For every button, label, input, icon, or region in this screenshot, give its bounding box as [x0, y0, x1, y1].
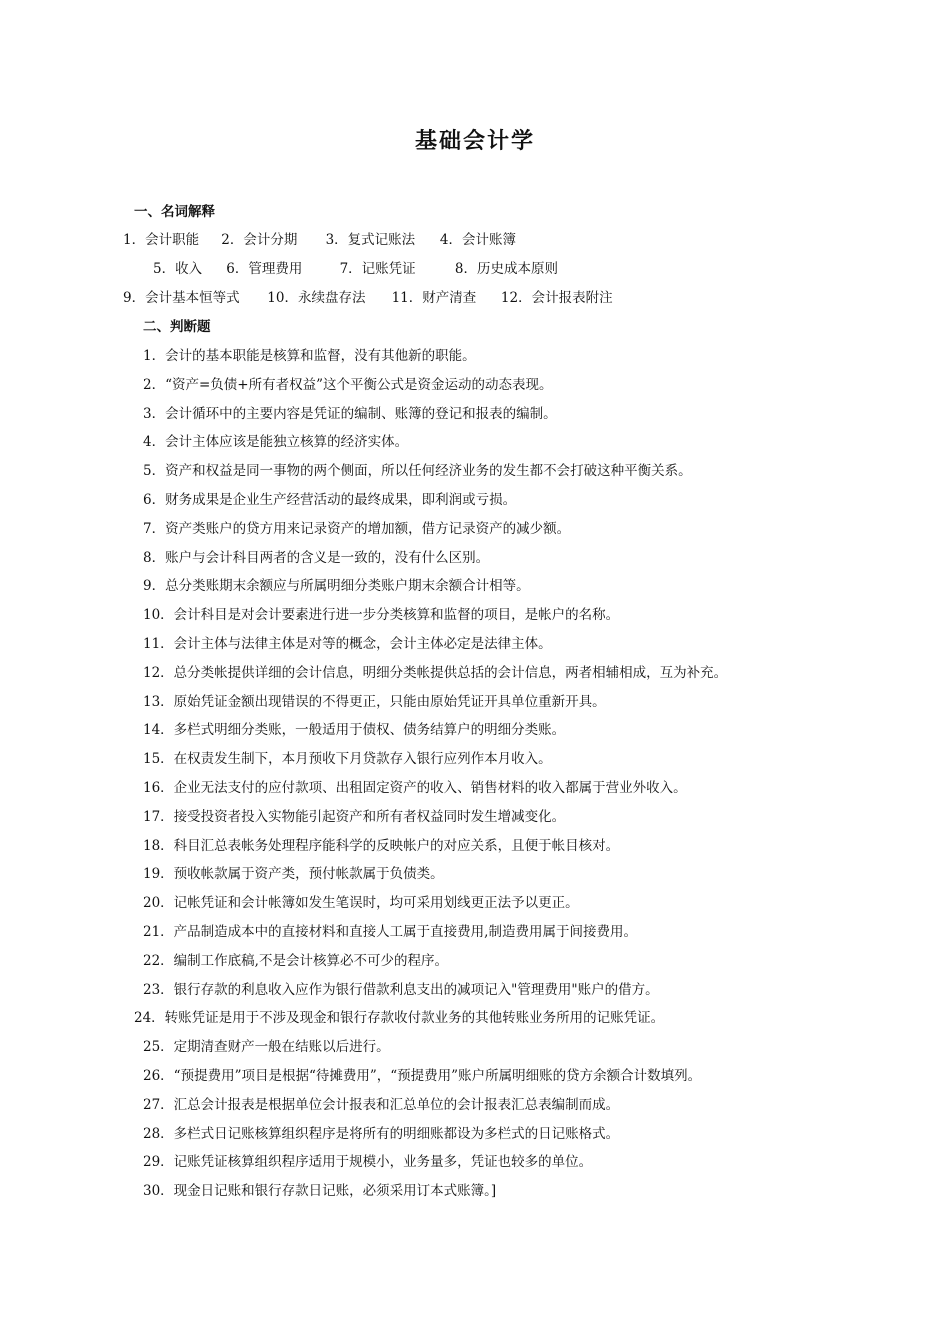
question-item: 13．原始凭证金额出现错误的不得更正，只能由原始凭证开具单位重新开具。 — [143, 693, 606, 710]
question-item: 4．会计主体应该是能独立核算的经济实体。 — [143, 434, 409, 451]
question-item: 25．定期清查财产一般在结账以后进行。 — [143, 1039, 390, 1056]
question-item: 12．总分类帐提供详细的会计信息，明细分类帐提供总括的会计信息，两者相辅相成，互为补充。 — [143, 664, 728, 681]
question-item: 6．财务成果是企业生产经营活动的最终成果，即利润或亏损。 — [143, 492, 517, 508]
question-item: 15．在权责发生制下，本月预收下月贷款存入银行应列作本月收入。 — [143, 751, 552, 768]
question-item: 23．银行存款的利息收入应作为银行借款利息支出的减项记入"管理费用"账户的借方。 — [143, 981, 659, 998]
question-item: 9．总分类账期末余额应与所属明细分类账户期末余额合计相等。 — [143, 578, 530, 595]
term-item: 11．财产清查 — [391, 290, 477, 306]
terms-row-2 — [153, 259, 558, 279]
terms-row-3 — [123, 288, 613, 308]
question-item: 18．科目汇总表帐务处理程序能科学的反映帐户的对应关系，且便于帐目核对。 — [143, 837, 620, 854]
question-item: 3．会计循环中的主要内容是凭证的编制、账簿的登记和报表的编制。 — [143, 405, 557, 422]
term-item: 9．会计基本恒等式 — [123, 290, 240, 306]
question-item: 22．编制工作底稿,不是会计核算必不可少的程序。 — [143, 952, 448, 969]
question-item: 27．汇总会计报表是根据单位会计报表和汇总单位的会计报表汇总表编制而成。 — [143, 1096, 620, 1113]
question-item: 14．多栏式明细分类账，一般适用于债权、债务结算户的明细分类账。 — [143, 722, 566, 739]
question-item: 10．会计科目是对会计要素进行进一步分类核算和监督的项目，是帐户的名称。 — [143, 607, 620, 624]
term-item: 5．收入 — [153, 261, 203, 277]
terms-row-1 — [123, 230, 516, 250]
term-item: 3．复式记账法 — [325, 232, 416, 248]
section-heading-true-false: 二、判断题 — [143, 319, 211, 335]
term-item: 4．会计账簿 — [439, 232, 516, 248]
question-item: 29．记账凭证核算组织程序适用于规模小，业务量多，凭证也较多的单位。 — [143, 1154, 593, 1171]
section-heading-terms: 一、名词解释 — [134, 204, 215, 220]
question-item: 5．资产和权益是同一事物的两个侧面，所以任何经济业务的发生都不会打破这种平衡关系。 — [143, 463, 692, 480]
term-item: 8．历史成本原则 — [454, 261, 558, 277]
term-item: 10．永续盘存法 — [267, 290, 366, 306]
term-item: 7．记账凭证 — [339, 261, 416, 277]
term-item: 1．会计职能 — [123, 232, 200, 248]
question-item: 17．接受投资者投入实物能引起资产和所有者权益同时发生增减变化。 — [143, 808, 566, 825]
question-item: 8．账户与会计科目两者的含义是一致的，没有什么区别。 — [143, 549, 490, 566]
question-item: 16．企业无法支付的应付款项、出租固定资产的收入、销售材料的收入都属于营业外收入。 — [143, 780, 687, 796]
question-item: 20．记帐凭证和会计帐簿如发生笔误时，均可采用划线更正法予以更正。 — [143, 895, 579, 912]
question-item: 1．会计的基本职能是核算和监督，没有其他新的职能。 — [143, 348, 476, 364]
question-item: 21．产品制造成本中的直接材料和直接人工属于直接费用,制造费用属于间接费用。 — [143, 924, 637, 940]
question-item: 7．资产类账户的贷方用来记录资产的增加额，借方记录资产的减少额。 — [143, 520, 571, 537]
question-item: 30．现金日记账和银行存款日记账，必须采用订本式账簿。] — [143, 1183, 497, 1200]
question-item: 11．会计主体与法律主体是对等的概念，会计主体必定是法律主体。 — [143, 636, 552, 652]
term-item: 6．管理费用 — [226, 261, 303, 277]
question-item: 2．“资产=负债+所有者权益”这个平衡公式是资金运动的动态表现。 — [143, 376, 553, 393]
page-title: 基础会计学 — [414, 128, 535, 154]
question-item: 28．多栏式日记账核算组织程序是将所有的明细账都设为多栏式的日记账格式。 — [143, 1125, 620, 1142]
term-item: 12．会计报表附注 — [500, 290, 613, 306]
question-item: 26．“预提费用”项目是根据“待摊费用”，“预提费用”账户所属明细账的贷方余额合计数填列。 — [143, 1068, 702, 1084]
question-item: 19．预收帐款属于资产类，预付帐款属于负债类。 — [143, 866, 444, 883]
term-item: 2．会计分期 — [221, 232, 298, 248]
question-item: 24．转账凭证是用于不涉及现金和银行存款收付款业务的其他转账业务所用的记账凭证。 — [134, 1010, 665, 1027]
